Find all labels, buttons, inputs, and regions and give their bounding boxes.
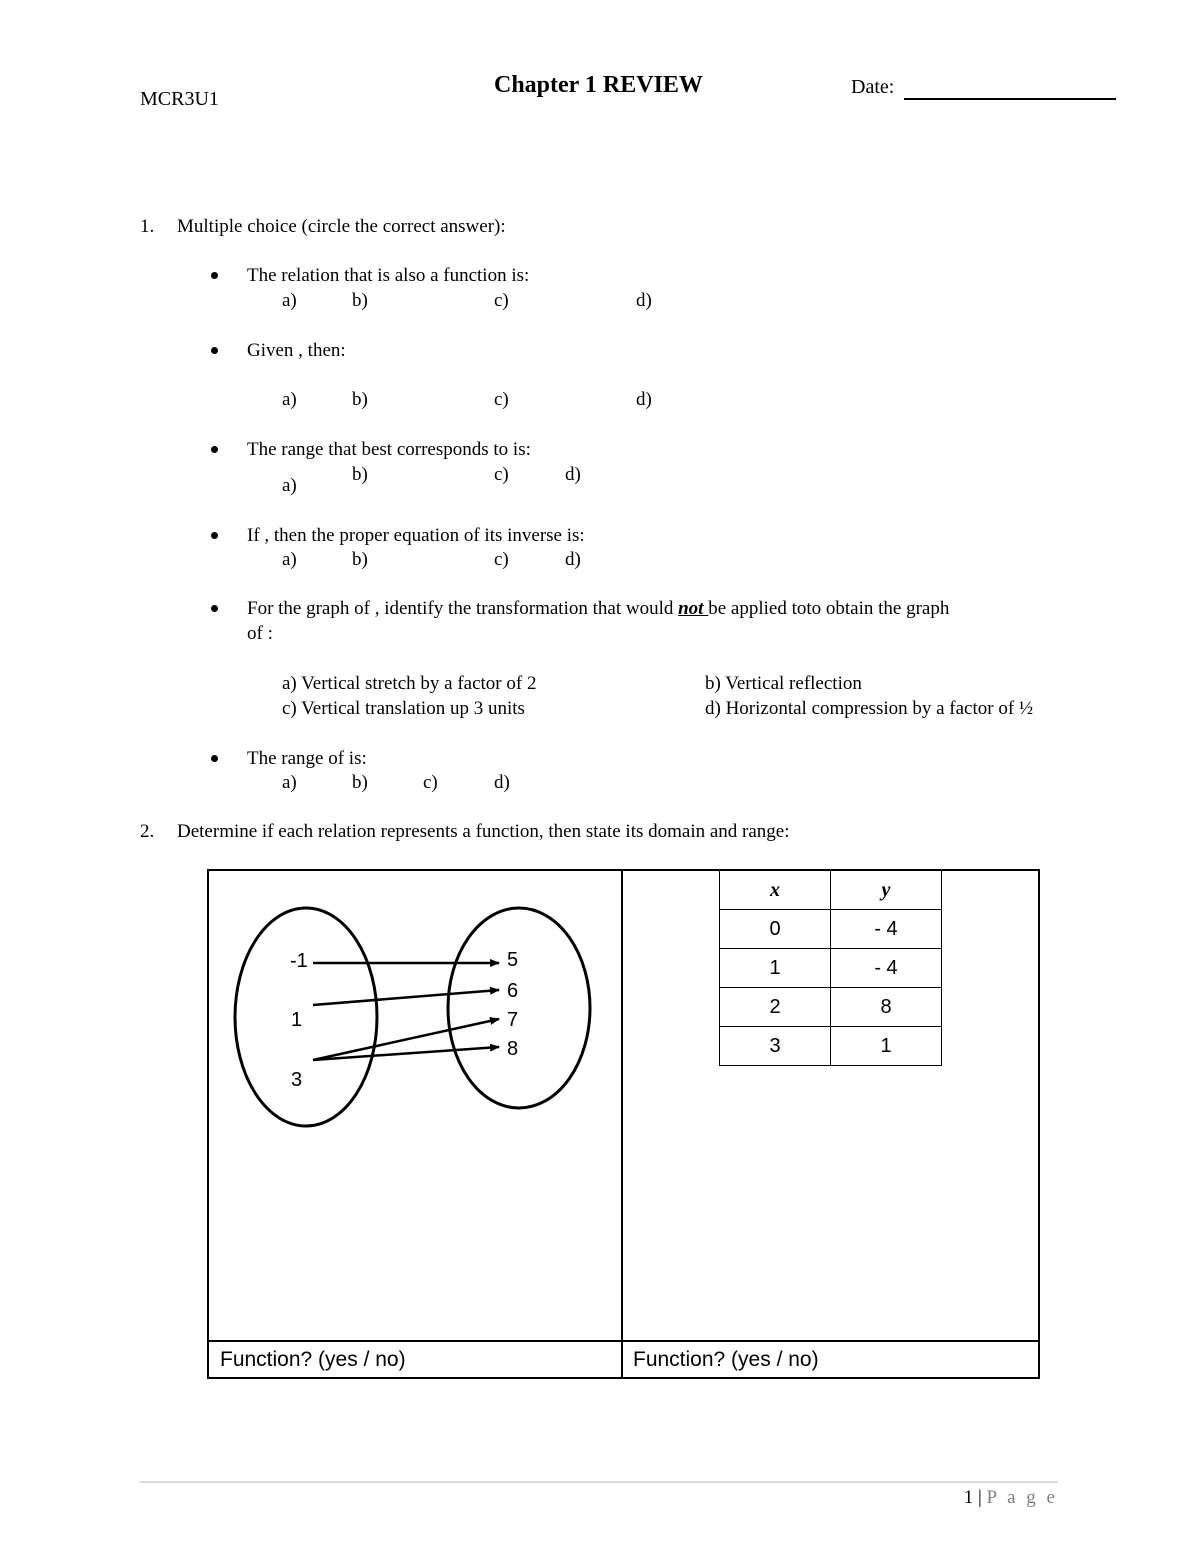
q1-prompt: Multiple choice (circle the correct answer): — [177, 216, 506, 237]
table-cell: 8 — [831, 988, 942, 1027]
bullet-icon — [211, 532, 218, 539]
q1-item1-stem: The relation that is also a function is: — [247, 265, 530, 286]
domain-value: 3 — [291, 1069, 303, 1091]
page-title: Chapter 1 REVIEW — [494, 72, 703, 98]
q1-item5-option-c[interactable]: c) Vertical translation up 3 units — [282, 698, 525, 719]
bullet-icon — [211, 755, 218, 762]
q1-item3-option-a[interactable]: a) — [282, 475, 297, 496]
table-cell: 0 — [720, 910, 831, 949]
q1-item6-option-c[interactable]: c) — [423, 772, 438, 793]
q1-item5-option-d[interactable]: d) Horizontal compression by a factor of ½ — [705, 698, 1034, 719]
q2-number: 2. — [140, 821, 155, 842]
q1-item2-option-c[interactable]: c) — [494, 389, 509, 410]
q1-item1-option-c[interactable]: c) — [494, 290, 509, 311]
domain-value: -1 — [290, 950, 308, 972]
q1-item5-stem — [247, 598, 949, 620]
q1-item1-option-d[interactable]: d) — [636, 290, 652, 311]
q1-item2-option-b[interactable]: b) — [352, 389, 368, 410]
q1-item6-option-b[interactable]: b) — [352, 772, 368, 793]
q1-item4-option-c[interactable]: c) — [494, 549, 509, 570]
course-code: MCR3U1 — [140, 88, 219, 110]
q1-item6-option-d[interactable]: d) — [494, 772, 510, 793]
date-label: Date: — [851, 76, 895, 98]
date-blank-line[interactable] — [904, 98, 1116, 100]
range-value: 7 — [507, 1009, 519, 1031]
table-cell: 1 — [720, 949, 831, 988]
q1-item2-stem: Given , then: — [247, 340, 346, 361]
page-number: 1 — [963, 1487, 974, 1508]
mapping-diagram — [209, 871, 619, 1339]
table-cell: 1 — [831, 1027, 942, 1066]
q1-item1-option-b[interactable]: b) — [352, 290, 368, 311]
box-footer-rule — [207, 1340, 1040, 1342]
table-header-row — [720, 871, 942, 910]
domain-oval — [235, 908, 377, 1126]
q1-item5-option-b[interactable]: b) Vertical reflection — [705, 673, 862, 694]
footer-rule — [140, 1481, 1058, 1483]
range-value: 5 — [507, 949, 519, 971]
q1-item5-stem-emphasis: not — [678, 598, 709, 619]
table-header-y: y — [831, 871, 942, 910]
table-row — [720, 949, 942, 988]
bullet-icon — [211, 446, 218, 453]
q1-number: 1. — [140, 216, 155, 237]
q2-prompt: Determine if each relation represents a function, then state its domain and range: — [177, 821, 790, 842]
q1-item4-stem: If , then the proper equation of its inverse is: — [247, 525, 585, 546]
table-header-x: x — [720, 871, 831, 910]
function-question-right[interactable]: Function? (yes / no) — [633, 1348, 819, 1371]
range-value: 6 — [507, 980, 519, 1002]
function-question-left[interactable]: Function? (yes / no) — [220, 1348, 406, 1371]
q1-item5-stem-end: be applied toto obtain the graph — [708, 598, 950, 619]
q1-item3-option-c[interactable]: c) — [494, 464, 509, 485]
table-cell: 2 — [720, 988, 831, 1027]
q1-item4-option-d[interactable]: d) — [565, 549, 581, 570]
page-separator: | — [977, 1487, 982, 1508]
box-divider — [621, 869, 623, 1379]
bullet-icon — [211, 605, 218, 612]
q1-item3-option-b[interactable]: b) — [352, 464, 368, 485]
table-row — [720, 910, 942, 949]
q1-item5-option-a[interactable]: a) Vertical stretch by a factor of 2 — [282, 673, 537, 694]
table-row — [720, 1027, 942, 1066]
q1-item2-option-a[interactable]: a) — [282, 389, 297, 410]
q1-item2-option-d[interactable]: d) — [636, 389, 652, 410]
q1-item4-option-a[interactable]: a) — [282, 549, 297, 570]
page-footer — [964, 1487, 1058, 1509]
table-cell: - 4 — [831, 949, 942, 988]
table-cell: - 4 — [831, 910, 942, 949]
table-row — [720, 988, 942, 1027]
domain-value: 1 — [291, 1009, 303, 1031]
q1-item6-stem: The range of is: — [247, 748, 367, 769]
q1-item3-stem: The range that best corresponds to is: — [247, 439, 531, 460]
bullet-icon — [211, 347, 218, 354]
mapping-arrow — [313, 990, 499, 1005]
xy-table — [719, 870, 942, 1066]
q1-item6-option-a[interactable]: a) — [282, 772, 297, 793]
table-cell: 3 — [720, 1027, 831, 1066]
q1-item1-option-a[interactable]: a) — [282, 290, 297, 311]
bullet-icon — [211, 272, 218, 279]
q1-item3-option-d[interactable]: d) — [565, 464, 581, 485]
page-word: P a g e — [986, 1487, 1058, 1508]
q1-item5-stem-line2: of : — [247, 623, 273, 644]
range-value: 8 — [507, 1038, 519, 1060]
range-oval — [448, 908, 590, 1108]
q1-item4-option-b[interactable]: b) — [352, 549, 368, 570]
q1-item5-stem-start: For the graph of , identify the transformation that would — [247, 598, 679, 619]
